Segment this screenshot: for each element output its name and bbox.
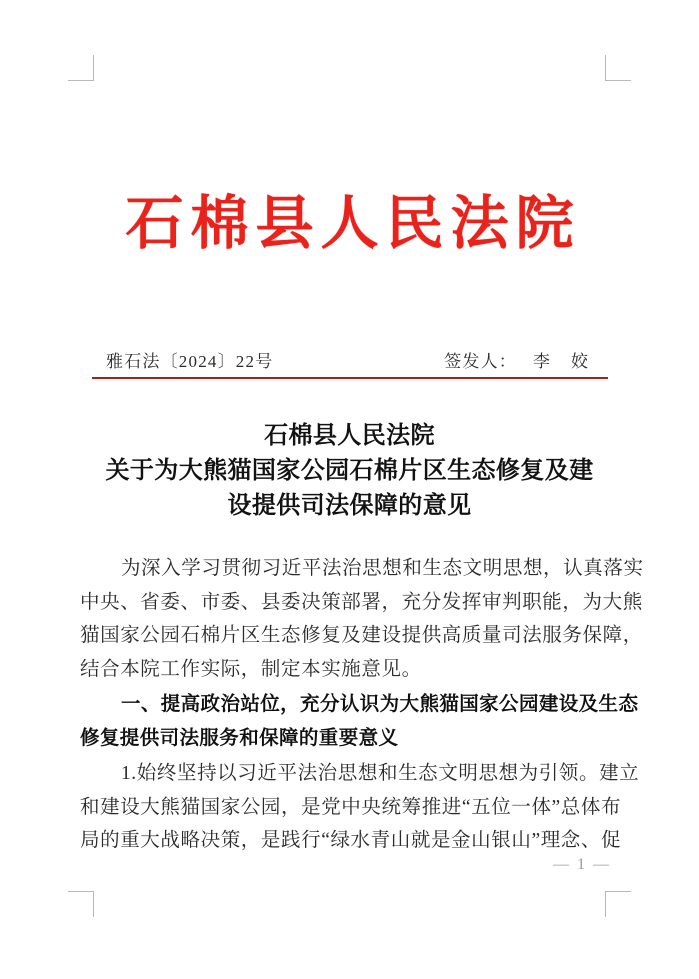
crop-mark-bottom-left-icon [68,891,94,917]
document-title [74,418,625,523]
body-paragraph-1 [80,552,644,686]
section-heading-1-line-1: 一、提高政治站位，充分认识为大熊猫国家公园建设及生态 [120,693,639,715]
signer-name: 李 姣 [533,352,590,371]
masthead [0,193,699,256]
document-number: 雅石法〔2024〕22号 [106,352,274,371]
document-title-line-3: 设提供司法保障的意见 [227,492,472,519]
page-number: — 1 — [553,856,611,873]
body-paragraph-2 [80,757,640,858]
signer-label: 签发人： [444,352,517,371]
paragraph-1-line-1: 为深入学习贯彻习近平法治思想和生态文明思想，认真落实 [120,558,644,579]
document-title-line-2: 关于为大熊猫国家公园石棉片区生态修复及建 [105,457,594,484]
crop-mark-bottom-right-icon [605,891,631,917]
document-title-line-1: 石棉县人民法院 [264,422,435,449]
section-heading-1 [80,688,639,755]
crop-mark-top-right-icon [605,55,631,81]
document-body [80,552,644,860]
red-separator-rule [92,377,608,379]
paragraph-2-line-3: 局的重大战略决策，是践行“绿水青山就是金山银山”理念、促 [80,830,622,851]
signer-block [444,347,608,372]
issuing-authority-masthead: 石棉县人民法院 [125,191,581,256]
paragraph-1-line-2: 中央、省委、市委、县委决策部署，充分发挥审判职能，为大熊 [80,591,643,613]
paragraph-2-line-1: 1.始终坚持以习近平法治思想和生态文明思想为引领。建立 [120,763,640,784]
section-heading-1-line-2: 修复提供司法服务和保障的重要意义 [80,726,399,749]
crop-mark-top-left-icon [68,55,94,81]
paragraph-2-line-2: 和建设大熊猫国家公园，是党中央统筹推进“五位一体”总体布 [80,796,622,818]
paragraph-1-line-3: 猫国家公园石棉片区生态修复及建设提供高质量司法服务保障， [80,625,643,646]
document-number-row [92,347,608,372]
paragraph-1-line-4: 结合本院工作实际，制定本实施意见。 [80,658,422,680]
